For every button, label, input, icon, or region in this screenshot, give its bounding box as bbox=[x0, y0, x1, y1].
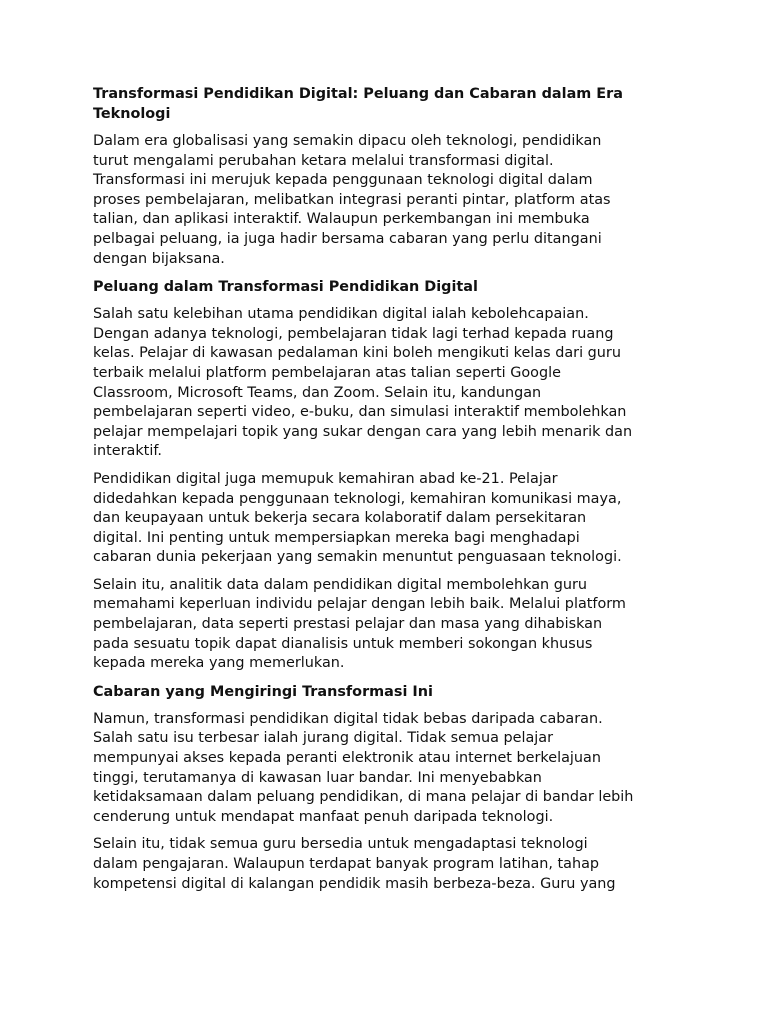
text-line: pelajar mempelajari topik yang sukar dengan cara yang lebih menarik dan bbox=[93, 423, 633, 440]
section-heading-cabaran: Cabaran yang Mengiringi Transformasi Ini bbox=[93, 683, 433, 700]
text-line: kompetensi digital di kalangan pendidik masih berbeza-beza. Guru yang bbox=[93, 875, 616, 892]
text-line: turut mengalami perubahan ketara melalui transformasi digital. bbox=[93, 152, 554, 169]
text-line: kelas. Pelajar di kawasan pedalaman kini boleh mengikuti kelas dari guru bbox=[93, 345, 621, 362]
section-heading-peluang: Peluang dalam Transformasi Pendidikan Digital bbox=[93, 279, 478, 296]
text-line: Selain itu, analitik data dalam pendidikan digital membolehkan guru bbox=[93, 576, 588, 593]
text-line: mempunyai akses kepada peranti elektronik atau internet berkelajuan bbox=[93, 750, 601, 767]
paragraph-kemahiran bbox=[93, 470, 683, 568]
text-line: tinggi, terutamanya di kawasan luar bandar. Ini menyebabkan bbox=[93, 769, 542, 786]
text-line: interaktif. bbox=[93, 443, 162, 460]
text-line: didedahkan kepada penggunaan teknologi, kemahiran komunikasi maya, bbox=[93, 490, 622, 507]
title-line: Transformasi Pendidikan Digital: Peluang dan Cabaran dalam Era bbox=[93, 86, 623, 102]
text-line: Selain itu, tidak semua guru bersedia untuk mengadaptasi teknologi bbox=[93, 836, 588, 853]
text-line: Salah satu isu terbesar ialah jurang digital. Tidak semua pelajar bbox=[93, 730, 554, 747]
text-line: Namun, transformasi pendidikan digital tidak bebas daripada cabaran. bbox=[93, 710, 603, 727]
text-line: talian, dan aplikasi interaktif. Walaupun perkembangan ini membuka bbox=[93, 211, 590, 228]
text-line: pembelajaran seperti video, e-buku, dan simulasi interaktif membolehkan bbox=[93, 404, 627, 421]
text-line: Transformasi ini merujuk kepada penggunaan teknologi digital dalam bbox=[93, 172, 593, 189]
text-line: dengan bijaksana. bbox=[93, 250, 225, 267]
text-line: terbaik melalui platform pembelajaran atas talian seperti Google bbox=[93, 364, 561, 381]
text-line: digital. Ini penting untuk mempersiapkan mereka bagi menghadapi bbox=[93, 529, 580, 546]
document-title bbox=[93, 84, 683, 124]
paragraph-kesediaan-guru bbox=[93, 835, 683, 894]
text-line: pada sesuatu topik dapat dianalisis untuk memberi sokongan khusus bbox=[93, 635, 593, 652]
text-line: cenderung untuk mendapat manfaat penuh daripada teknologi. bbox=[93, 808, 554, 825]
paragraph-jurang-digital bbox=[93, 710, 683, 828]
text-line: ketidaksamaan dalam peluang pendidikan, di mana pelajar di bandar lebih bbox=[93, 789, 634, 806]
text-line: Classroom, Microsoft Teams, dan Zoom. Selain itu, kandungan bbox=[93, 384, 542, 401]
text-line: Salah satu kelebihan utama pendidikan digital ialah kebolehcapaian. bbox=[93, 306, 589, 323]
text-line: memahami keperluan individu pelajar dengan lebih baik. Melalui platform bbox=[93, 596, 626, 613]
text-line: Dengan adanya teknologi, pembelajaran tidak lagi terhad kepada ruang bbox=[93, 325, 614, 342]
text-line: Pendidikan digital juga memupuk kemahiran abad ke-21. Pelajar bbox=[93, 470, 558, 487]
text-line: kepada mereka yang memerlukan. bbox=[93, 655, 345, 672]
text-line: proses pembelajaran, melibatkan integrasi peranti pintar, platform atas bbox=[93, 191, 611, 208]
text-line: pembelajaran, data seperti prestasi pelajar dan masa yang dihabiskan bbox=[93, 616, 603, 633]
paragraph-analitik bbox=[93, 576, 683, 674]
text-line: cabaran dunia pekerjaan yang semakin menuntut penguasaan teknologi. bbox=[93, 549, 622, 566]
intro-paragraph bbox=[93, 132, 683, 269]
text-line: dan keupayaan untuk bekerja secara kolaboratif dalam persekitaran bbox=[93, 510, 587, 527]
text-line: Dalam era globalisasi yang semakin dipacu oleh teknologi, pendidikan bbox=[93, 133, 602, 149]
text-line: dalam pengajaran. Walaupun terdapat banyak program latihan, tahap bbox=[93, 856, 600, 872]
text-line: pelbagai peluang, ia juga hadir bersama cabaran yang perlu ditangani bbox=[93, 230, 602, 247]
paragraph-kebolehcapaian bbox=[93, 305, 683, 462]
title-line: Teknologi bbox=[93, 106, 171, 122]
document-page bbox=[93, 84, 683, 902]
